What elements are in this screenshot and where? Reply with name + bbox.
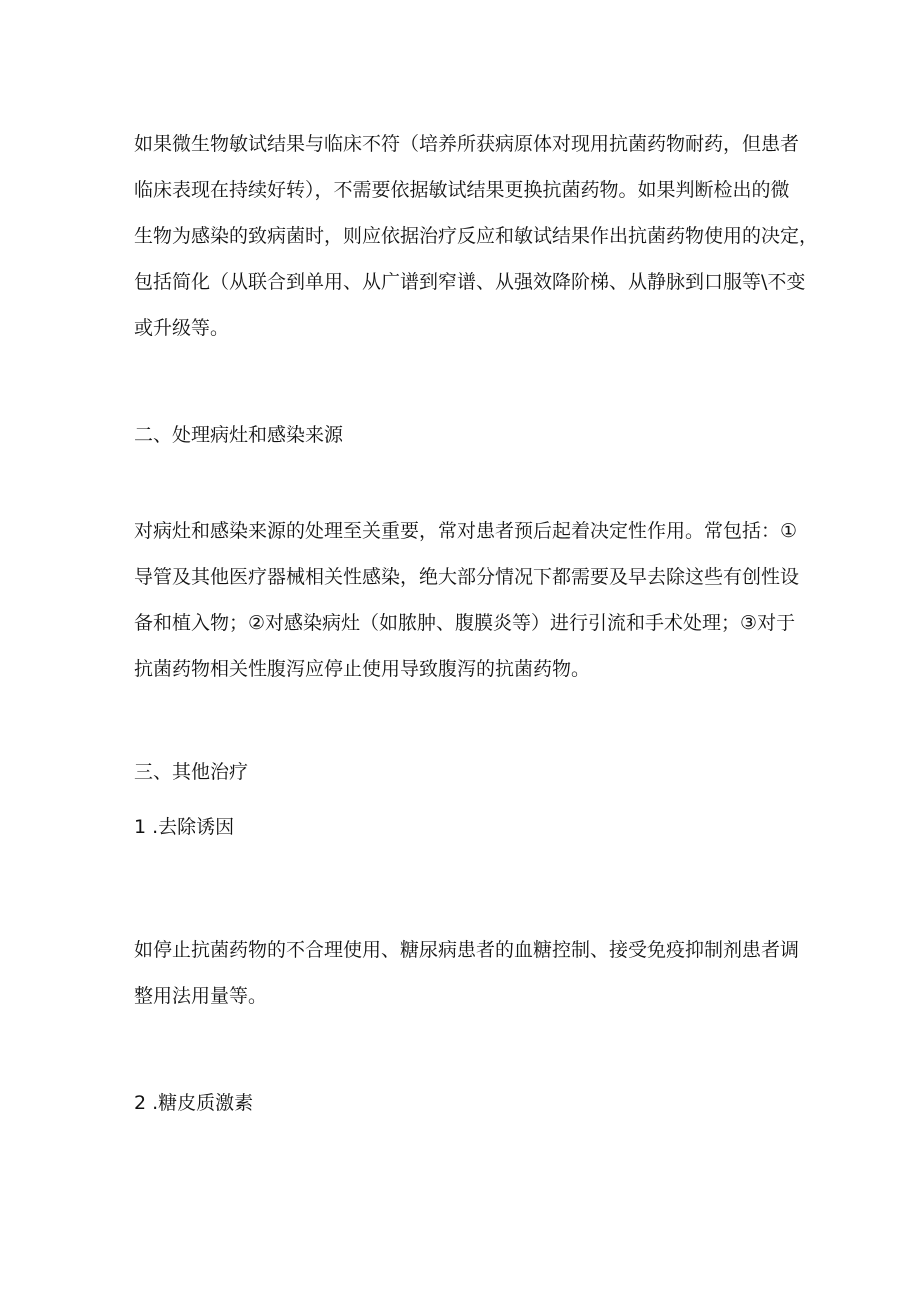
subheading-text: 1 .去除诱因 <box>134 816 235 838</box>
paragraph-line: 导管及其他医疗器械相关性感染，绝大部分情况下都需要及早去除这些有创性设 <box>134 566 800 588</box>
paragraph-line: 临床表现在持续好转），不需要依据敏试结果更换抗菌药物。如果判断检出的微 <box>134 179 790 201</box>
paragraph-line: 或升级等。 <box>134 317 230 339</box>
paragraph-line: 如停止抗菌药物的不合理使用、糖尿病患者的血糖控制、接受免疫抑制剂患者调 <box>134 939 800 961</box>
subheading-text: 2 .糖皮质激素 <box>134 1092 254 1114</box>
paragraph-line: 整用法用量等。 <box>134 985 268 1007</box>
subheading-glucocorticoids <box>134 1080 794 1126</box>
paragraph-remove-causes <box>134 927 800 1019</box>
paragraph-antibiotic-adjustment <box>134 121 819 351</box>
paragraph-line: 如果微生物敏试结果与临床不符（培养所获病原体对现用抗菌药物耐药，但患者 <box>134 133 800 155</box>
section-heading-3 <box>134 749 794 795</box>
paragraph-line: 对病灶和感染来源的处理至关重要，常对患者预后起着决定性作用。常包括：① <box>134 520 798 542</box>
heading-text: 二、处理病灶和感染来源 <box>134 424 344 446</box>
heading-text: 三、其他治疗 <box>134 761 249 783</box>
paragraph-infection-source <box>134 508 800 692</box>
paragraph-line: 生物为感染的致病菌时，则应依据治疗反应和敏试结果作出抗菌药物使用的决定， <box>134 225 819 247</box>
subheading-remove-causes <box>134 804 794 850</box>
paragraph-line: 备和植入物；②对感染病灶（如脓肿、腹膜炎等）进行引流和手术处理；③对于 <box>134 612 796 634</box>
section-heading-2 <box>134 412 794 458</box>
paragraph-line: 抗菌药物相关性腹泻应停止使用导致腹泻的抗菌药物。 <box>134 658 591 680</box>
paragraph-line: 包括简化（从联合到单用、从广谱到窄谱、从强效降阶梯、从静脉到口服等\不变 <box>134 271 806 293</box>
